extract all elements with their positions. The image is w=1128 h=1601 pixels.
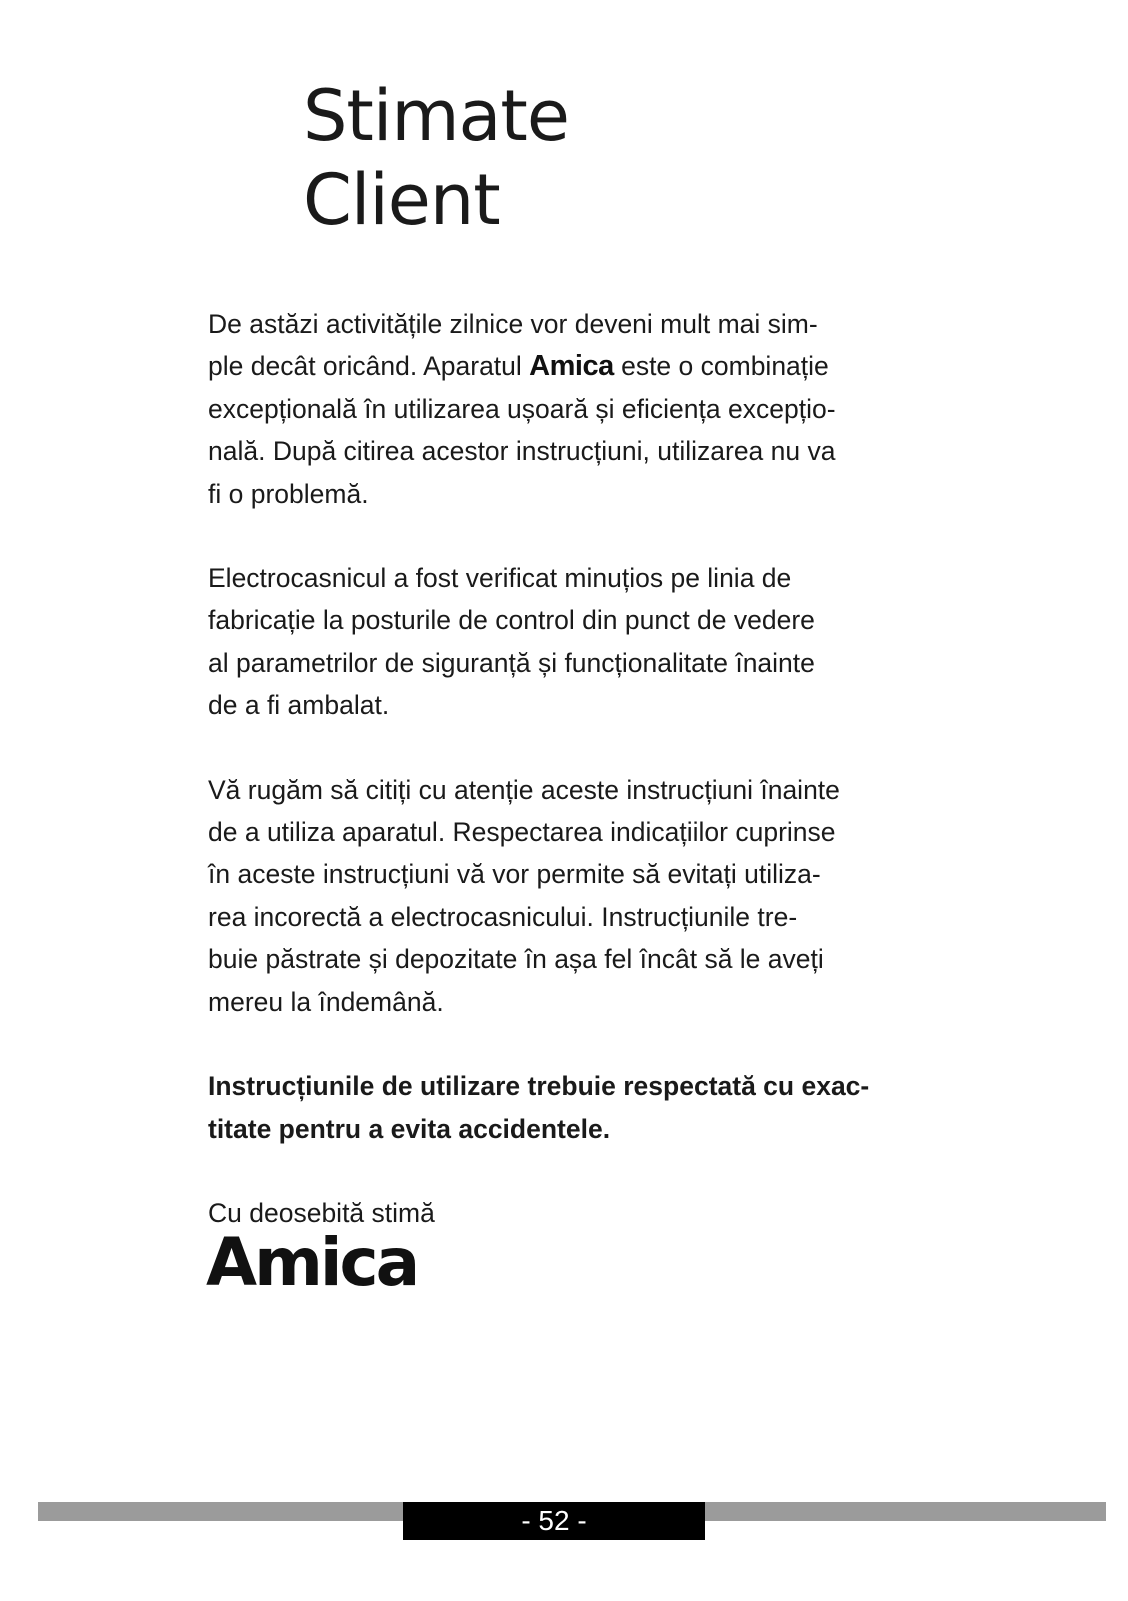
intro-paragraph xyxy=(208,303,928,515)
letter-body xyxy=(208,303,928,1234)
text-line: excepțională în utilizarea ușoară și eficiența excepțio- xyxy=(208,393,836,424)
text-line: al parametrilor de siguranță și funcționalitate înainte xyxy=(208,647,815,678)
page-number: - 52 - xyxy=(403,1502,705,1540)
text-line: Instrucțiunile de utilizare trebuie respectată cu exac- xyxy=(208,1071,870,1102)
text-line: titate pentru a evita accidentele. xyxy=(208,1113,611,1144)
amica-logo: Amica xyxy=(206,1224,418,1301)
page-title-line-2: Client xyxy=(303,159,500,241)
closing-salutation: Cu deosebită stimă xyxy=(208,1197,435,1228)
text-line: fi o problemă. xyxy=(208,478,369,509)
text-line: de a fi ambalat. xyxy=(208,690,390,721)
inline-brand-name: Amica xyxy=(529,350,614,383)
text-line: De astăzi activitățile zilnice vor deveni mult mai sim- xyxy=(208,309,818,339)
text-line: Electrocasnicul a fost verificat minuțios pe linia de xyxy=(208,563,792,594)
page-title xyxy=(303,74,569,242)
text-line: de a utiliza aparatul. Respectarea indicațiilor cuprinse xyxy=(208,817,836,848)
text-line: rea incorectă a electrocasnicului. Instrucțiunile tre- xyxy=(208,901,798,932)
text-line: nală. După citirea acestor instrucțiuni, utilizarea nu va xyxy=(208,436,836,467)
text-line: Vă rugăm să citiți cu atenție aceste instrucțiuni înainte xyxy=(208,774,840,805)
text-fragment: ple decât oricând. Aparatul xyxy=(208,351,530,382)
verification-paragraph xyxy=(208,557,928,727)
page-title-line-1: Stimate xyxy=(303,75,569,157)
text-line: în aceste instrucțiuni vă vor permite să evitați utiliza- xyxy=(208,859,821,890)
text-line: fabricație la posturile de control din punct de vedere xyxy=(208,605,815,636)
warning-paragraph xyxy=(208,1065,928,1150)
text-line: mereu la îndemână. xyxy=(208,986,444,1017)
text-line: buie păstrate și depozitate în așa fel încât să le aveți xyxy=(208,944,824,975)
instructions-paragraph xyxy=(208,769,928,1023)
text-line xyxy=(208,345,928,387)
text-fragment: este o combinație xyxy=(613,351,829,382)
